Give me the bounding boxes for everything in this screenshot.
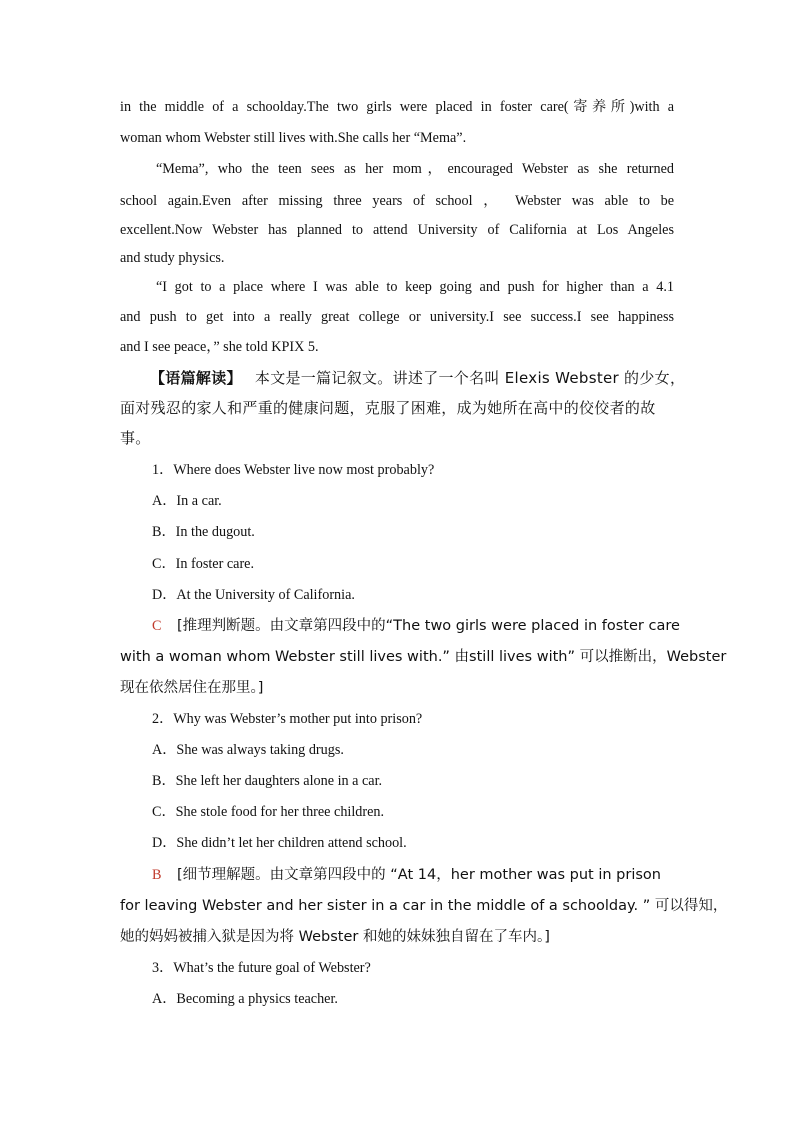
passage-line: in the middle of a schoolday.The two girls were placed in foster care(寄养所)with a	[120, 99, 674, 115]
passage-line: “I got to a place where I was able to keep going and push for higher than a 4.1	[156, 279, 674, 295]
option-c: C．In foster care.	[152, 556, 255, 572]
passage-line: woman whom Webster still lives with.She calls her “Mema”.	[120, 130, 467, 146]
explanation-line: 现在依然居住在那里。]	[120, 680, 264, 696]
explanation-text: [细节理解题。由文章第四段中的 “At 14，her mother was put in prison	[177, 867, 661, 883]
option-a: A．Becoming a physics teacher.	[152, 991, 338, 1007]
option-d: D．She didn’t let her children attend school.	[152, 835, 407, 851]
explanation-line: 她的妈妈被捕入狱是因为将 Webster 和她的妹妹独自留在了车内。]	[120, 929, 550, 945]
option-b: B．She left her daughters alone in a car.	[152, 773, 383, 789]
option-c: C．She stole food for her three children.	[152, 804, 385, 820]
answer-letter: B	[152, 867, 162, 883]
passage-line: school again.Even after missing three years of school ， Webster was able to be	[120, 193, 674, 209]
explanation-line: with a woman whom Webster still lives with.” 由still lives with” 可以推断出，Webster	[120, 649, 727, 665]
answer-letter: C	[152, 618, 162, 634]
passage-line: and I see peace，” she told KPIX 5.	[120, 339, 319, 355]
passage-line: and study physics.	[120, 250, 225, 266]
explanation-line: for leaving Webster and her sister in a car in the middle of a schoolday. ” 可以得知，	[120, 898, 728, 914]
option-a: A．She was always taking drugs.	[152, 742, 344, 758]
passage-line: excellent.Now Webster has planned to attend University of California at Los Angeles	[120, 222, 674, 238]
question-stem: 2．Why was Webster’s mother put into prison?	[152, 711, 423, 727]
option-d: D．At the University of California.	[152, 587, 355, 603]
analysis-line: 面对残忍的家人和严重的健康问题，克服了困难，成为她所在高中的佼佼者的故	[120, 399, 656, 417]
analysis-line: 事。	[120, 429, 151, 447]
question-stem: 1．Where does Webster live now most probably?	[152, 462, 435, 478]
option-a: A．In a car.	[152, 493, 222, 509]
explanation-line	[152, 616, 680, 636]
question-stem: 3．What’s the future goal of Webster?	[152, 960, 371, 976]
option-b: B．In the dugout.	[152, 524, 255, 540]
analysis-text: 本文是一篇记叙文。讲述了一个名叫 Elexis Webster 的少女，	[254, 369, 686, 387]
analysis-label: 【语篇解读】	[150, 369, 242, 387]
explanation-line	[152, 865, 674, 885]
passage-line: “Mema”, who the teen sees as her mom，encouraged Webster as she returned	[156, 161, 674, 177]
analysis-line	[150, 368, 686, 388]
explanation-text: [推理判断题。由文章第四段中的“The two girls were placed in foster care	[177, 618, 680, 634]
passage-line: and push to get into a really great college or university.I see success.I see happiness	[120, 309, 674, 325]
